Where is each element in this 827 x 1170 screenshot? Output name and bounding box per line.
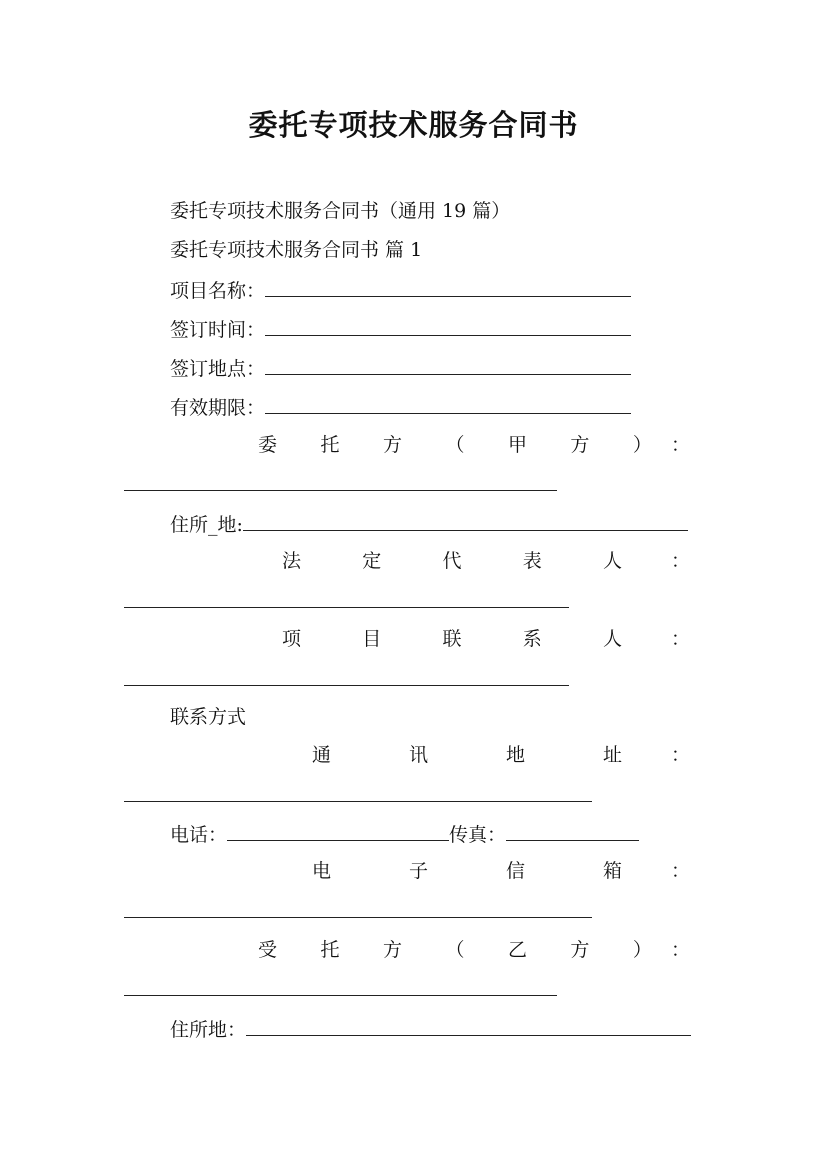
legal-rep-char: 法 bbox=[282, 550, 302, 572]
party-b-heading bbox=[258, 937, 652, 963]
party-a-colon: ： bbox=[670, 434, 690, 456]
party-a-char: 方 bbox=[570, 434, 590, 456]
email-char: 子 bbox=[408, 860, 428, 882]
project-name-blank[interactable] bbox=[265, 276, 631, 297]
party-a-blank[interactable] bbox=[124, 490, 557, 491]
email-label bbox=[312, 858, 622, 884]
subtitle: 委托专项技术服务合同书（通用 19 篇） bbox=[170, 200, 511, 222]
party-a-char: 委 bbox=[258, 434, 278, 456]
contact-person-colon: ： bbox=[670, 628, 690, 650]
party-b-char: 托 bbox=[320, 939, 340, 961]
fax-blank[interactable] bbox=[506, 820, 639, 841]
contact-person-char: 项 bbox=[282, 628, 302, 650]
party-a-char: ） bbox=[632, 434, 652, 456]
mail-address-char: 讯 bbox=[408, 744, 428, 766]
contact-person-label bbox=[282, 626, 622, 652]
phone-blank[interactable] bbox=[227, 820, 449, 841]
fax-label: 传真： bbox=[449, 824, 507, 846]
valid-period-field bbox=[170, 393, 631, 421]
contact-method-label: 联系方式 bbox=[170, 706, 247, 728]
phone-fax-field bbox=[170, 820, 639, 848]
sign-time-blank[interactable] bbox=[265, 315, 631, 336]
contact-person-char: 系 bbox=[522, 628, 542, 650]
project-name-label: 项目名称： bbox=[170, 280, 266, 302]
mail-address-char: 地 bbox=[505, 744, 525, 766]
valid-period-blank[interactable] bbox=[265, 393, 631, 414]
party-a-heading bbox=[258, 432, 652, 458]
party-b-char: 方 bbox=[570, 939, 590, 961]
legal-rep-char: 定 bbox=[362, 550, 382, 572]
document-title: 委托专项技术服务合同书 bbox=[248, 108, 579, 142]
phone-label: 电话： bbox=[170, 824, 228, 846]
project-name-field bbox=[170, 276, 631, 304]
party-a-char: （ bbox=[445, 434, 465, 456]
party-a-address-field bbox=[170, 510, 688, 538]
mail-address-colon: ： bbox=[670, 744, 690, 766]
party-a-address-label: 住所_地: bbox=[170, 514, 243, 536]
party-b-address-blank[interactable] bbox=[246, 1015, 691, 1036]
email-char: 电 bbox=[312, 860, 332, 882]
party-b-char: （ bbox=[445, 939, 465, 961]
email-colon: ： bbox=[670, 860, 690, 882]
party-b-char: 乙 bbox=[507, 939, 527, 961]
party-b-address-label: 住所地： bbox=[170, 1019, 247, 1041]
mail-address-char: 通 bbox=[312, 744, 332, 766]
party-a-address-blank[interactable] bbox=[243, 510, 688, 531]
contact-person-blank[interactable] bbox=[124, 685, 569, 686]
legal-rep-colon: ： bbox=[670, 550, 690, 572]
contact-person-char: 目 bbox=[362, 628, 382, 650]
mail-address-label bbox=[312, 742, 622, 768]
mail-address-char: 址 bbox=[602, 744, 622, 766]
mail-address-blank[interactable] bbox=[124, 801, 592, 802]
party-b-address-field bbox=[170, 1015, 691, 1043]
sign-place-label: 签订地点： bbox=[170, 358, 266, 380]
legal-rep-char: 人 bbox=[602, 550, 622, 572]
email-blank[interactable] bbox=[124, 917, 592, 918]
contact-person-char: 联 bbox=[442, 628, 462, 650]
party-b-colon: ： bbox=[670, 939, 690, 961]
legal-rep-label bbox=[282, 548, 622, 574]
party-b-blank[interactable] bbox=[124, 995, 557, 996]
sign-time-label: 签订时间： bbox=[170, 319, 266, 341]
legal-rep-char: 表 bbox=[522, 550, 542, 572]
section-heading: 委托专项技术服务合同书 篇 1 bbox=[170, 239, 423, 261]
contact-person-char: 人 bbox=[602, 628, 622, 650]
email-char: 箱 bbox=[602, 860, 622, 882]
party-b-char: 方 bbox=[382, 939, 402, 961]
valid-period-label: 有效期限： bbox=[170, 397, 266, 419]
party-b-char: 受 bbox=[258, 939, 278, 961]
party-a-char: 甲 bbox=[507, 434, 527, 456]
party-a-char: 方 bbox=[382, 434, 402, 456]
legal-rep-char: 代 bbox=[442, 550, 462, 572]
sign-place-blank[interactable] bbox=[265, 354, 631, 375]
email-char: 信 bbox=[505, 860, 525, 882]
sign-place-field bbox=[170, 354, 631, 382]
party-a-char: 托 bbox=[320, 434, 340, 456]
party-b-char: ） bbox=[632, 939, 652, 961]
sign-time-field bbox=[170, 315, 631, 343]
legal-rep-blank[interactable] bbox=[124, 607, 569, 608]
